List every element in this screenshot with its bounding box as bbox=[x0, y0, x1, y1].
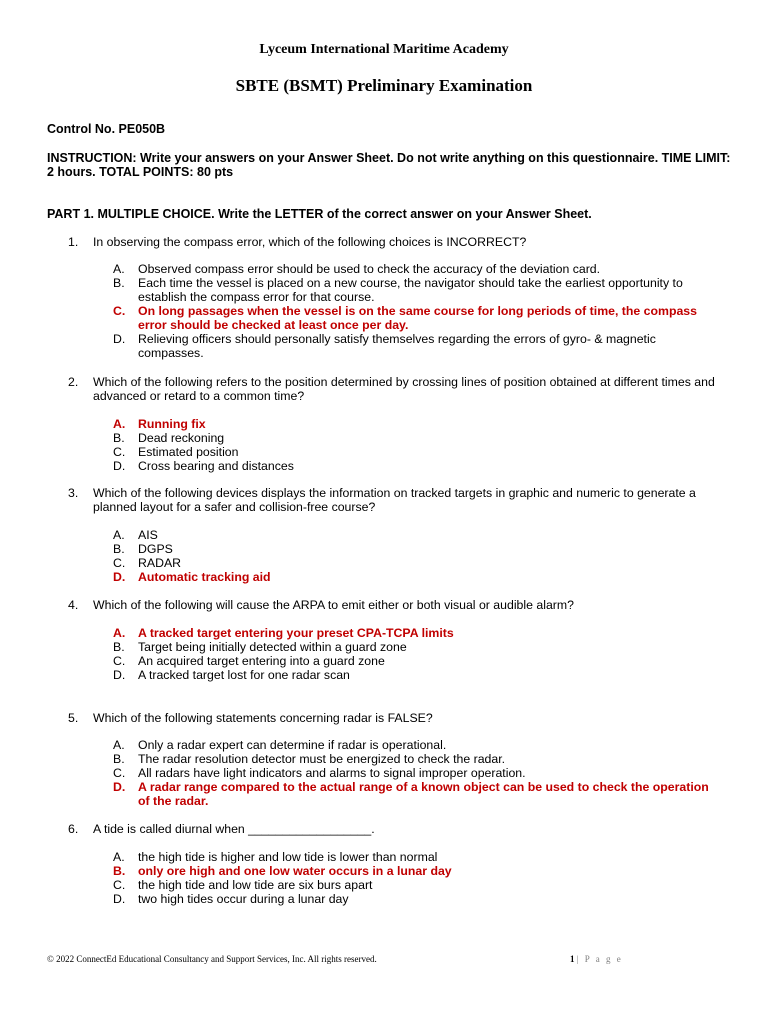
question-3 bbox=[68, 486, 728, 514]
choice-c bbox=[113, 445, 713, 459]
choice-letter: A. bbox=[113, 417, 126, 431]
choice-letter: B. bbox=[113, 431, 125, 445]
question-number: 2. bbox=[68, 375, 79, 389]
page-footer bbox=[570, 954, 623, 964]
choice-d bbox=[113, 332, 713, 360]
question-4 bbox=[68, 598, 728, 612]
choice-text: Dead reckoning bbox=[138, 431, 225, 445]
choices-3 bbox=[113, 528, 713, 584]
choice-c bbox=[113, 878, 713, 892]
choice-letter: D. bbox=[113, 570, 126, 584]
choice-text: The radar resolution detector must be energized to check the radar. bbox=[138, 752, 506, 766]
question-number: 6. bbox=[68, 822, 79, 836]
choice-c bbox=[113, 766, 713, 780]
question-text: A tide is called diurnal when __________________. bbox=[93, 822, 375, 836]
choice-letter: C. bbox=[113, 654, 126, 668]
choice-letter: A. bbox=[113, 528, 125, 542]
question-text: In observing the compass error, which of the following choices is INCORRECT? bbox=[93, 235, 527, 249]
choice-letter: B. bbox=[113, 864, 126, 878]
choice-letter: A. bbox=[113, 738, 125, 752]
choice-text: A tracked target entering your preset CPA-TCPA limits bbox=[138, 626, 454, 640]
choice-a-correct bbox=[113, 417, 713, 431]
choice-b-correct bbox=[113, 864, 713, 878]
choices-6 bbox=[113, 850, 713, 906]
page-number: 1 bbox=[570, 954, 575, 964]
choice-text: Automatic tracking aid bbox=[138, 570, 271, 584]
choice-letter: B. bbox=[113, 640, 125, 654]
question-1 bbox=[68, 235, 728, 249]
choices-1 bbox=[113, 262, 713, 360]
choice-letter: C. bbox=[113, 878, 126, 892]
copyright-footer: © 2022 ConnectEd Educational Consultancy and Support Services, Inc. All rights reserved. bbox=[47, 954, 377, 964]
choice-a bbox=[113, 528, 713, 542]
choices-4 bbox=[113, 626, 713, 682]
choice-text: Target being initially detected within a guard zone bbox=[138, 640, 407, 654]
choice-letter: A. bbox=[113, 626, 126, 640]
question-text: Which of the following will cause the ARPA to emit either or both visual or audible alarm? bbox=[93, 598, 574, 612]
question-6 bbox=[68, 822, 728, 836]
choice-letter: C. bbox=[113, 556, 126, 570]
question-text: Which of the following devices displays the information on tracked targets in graphic and numeric to generate a planned layout for a safer and collision-free course? bbox=[93, 486, 696, 514]
question-number: 4. bbox=[68, 598, 79, 612]
choice-text: Estimated position bbox=[138, 445, 239, 459]
instruction-text: INSTRUCTION: Write your answers on your Answer Sheet. Do not write anything on this questionnaire. TIME LIMIT: 2 hours. TOTAL POINTS: 80 pts bbox=[47, 151, 731, 179]
choices-5 bbox=[113, 738, 713, 808]
choice-c bbox=[113, 654, 713, 668]
choice-letter: B. bbox=[113, 542, 125, 556]
choice-c bbox=[113, 556, 713, 570]
choice-text: Cross bearing and distances bbox=[138, 459, 294, 473]
choice-text: the high tide and low tide are six burs apart bbox=[138, 878, 373, 892]
question-5 bbox=[68, 711, 728, 725]
choice-d-correct bbox=[113, 570, 713, 584]
choice-text: A radar range compared to the actual range of a known object can be used to check the operation of the radar. bbox=[138, 780, 709, 808]
choice-text: Each time the vessel is placed on a new course, the navigator should take the earliest opportunity to establish the compass error for that course. bbox=[138, 276, 683, 304]
question-number: 3. bbox=[68, 486, 79, 500]
control-number: Control No. PE050B bbox=[47, 122, 166, 136]
choice-letter: C. bbox=[113, 304, 126, 318]
academy-name: Lyceum International Maritime Academy bbox=[259, 42, 509, 57]
choice-letter: D. bbox=[113, 332, 126, 346]
choice-a-correct bbox=[113, 626, 713, 640]
choice-text: Running fix bbox=[138, 417, 206, 431]
choice-text: two high tides occur during a lunar day bbox=[138, 892, 349, 906]
choice-letter: B. bbox=[113, 752, 125, 766]
question-2 bbox=[68, 375, 728, 403]
choice-letter: D. bbox=[113, 459, 126, 473]
question-text: Which of the following refers to the position determined by crossing lines of position obtained at different times and advanced or retard to a common time? bbox=[93, 375, 715, 403]
choice-letter: A. bbox=[113, 850, 125, 864]
choice-b bbox=[113, 752, 713, 766]
choice-d bbox=[113, 668, 713, 682]
choice-letter: D. bbox=[113, 780, 126, 794]
choice-letter: B. bbox=[113, 276, 125, 290]
choices-2 bbox=[113, 417, 713, 473]
question-number: 1. bbox=[68, 235, 79, 249]
choice-a bbox=[113, 850, 713, 864]
choice-c-correct bbox=[113, 304, 713, 332]
choice-text: AIS bbox=[138, 528, 158, 542]
choice-text: Relieving officers should personally satisfy themselves regarding the errors of gyro- & magnetic compasses. bbox=[138, 332, 656, 360]
choice-text: An acquired target entering into a guard zone bbox=[138, 654, 385, 668]
choice-b bbox=[113, 542, 713, 556]
choice-d bbox=[113, 892, 713, 906]
choice-text: A tracked target lost for one radar scan bbox=[138, 668, 350, 682]
choice-text: only ore high and one low water occurs in a lunar day bbox=[138, 864, 452, 878]
choice-text: All radars have light indicators and alarms to signal improper operation. bbox=[138, 766, 526, 780]
choice-b bbox=[113, 640, 713, 654]
choice-text: Observed compass error should be used to check the accuracy of the deviation card. bbox=[138, 262, 601, 276]
part-heading: PART 1. MULTIPLE CHOICE. Write the LETTER of the correct answer on your Answer Sheet. bbox=[47, 207, 592, 221]
choice-b bbox=[113, 431, 713, 445]
choice-a bbox=[113, 738, 713, 752]
choice-d bbox=[113, 459, 713, 473]
choice-letter: D. bbox=[113, 668, 126, 682]
choice-text: the high tide is higher and low tide is lower than normal bbox=[138, 850, 438, 864]
choice-d-correct bbox=[113, 780, 713, 808]
choice-letter: C. bbox=[113, 445, 126, 459]
choice-letter: A. bbox=[113, 262, 125, 276]
exam-title: SBTE (BSMT) Preliminary Examination bbox=[235, 76, 533, 95]
question-number: 5. bbox=[68, 711, 79, 725]
choice-letter: C. bbox=[113, 766, 126, 780]
choice-text: On long passages when the vessel is on the same course for long periods of time, the compass error should be checked at least once per day. bbox=[138, 304, 697, 332]
choice-b bbox=[113, 276, 713, 304]
page-label: | P a g e bbox=[576, 954, 623, 964]
choice-text: DGPS bbox=[138, 542, 173, 556]
choice-text: RADAR bbox=[138, 556, 182, 570]
choice-letter: D. bbox=[113, 892, 126, 906]
choice-text: Only a radar expert can determine if radar is operational. bbox=[138, 738, 447, 752]
choice-a bbox=[113, 262, 713, 276]
question-text: Which of the following statements concerning radar is FALSE? bbox=[93, 711, 433, 725]
